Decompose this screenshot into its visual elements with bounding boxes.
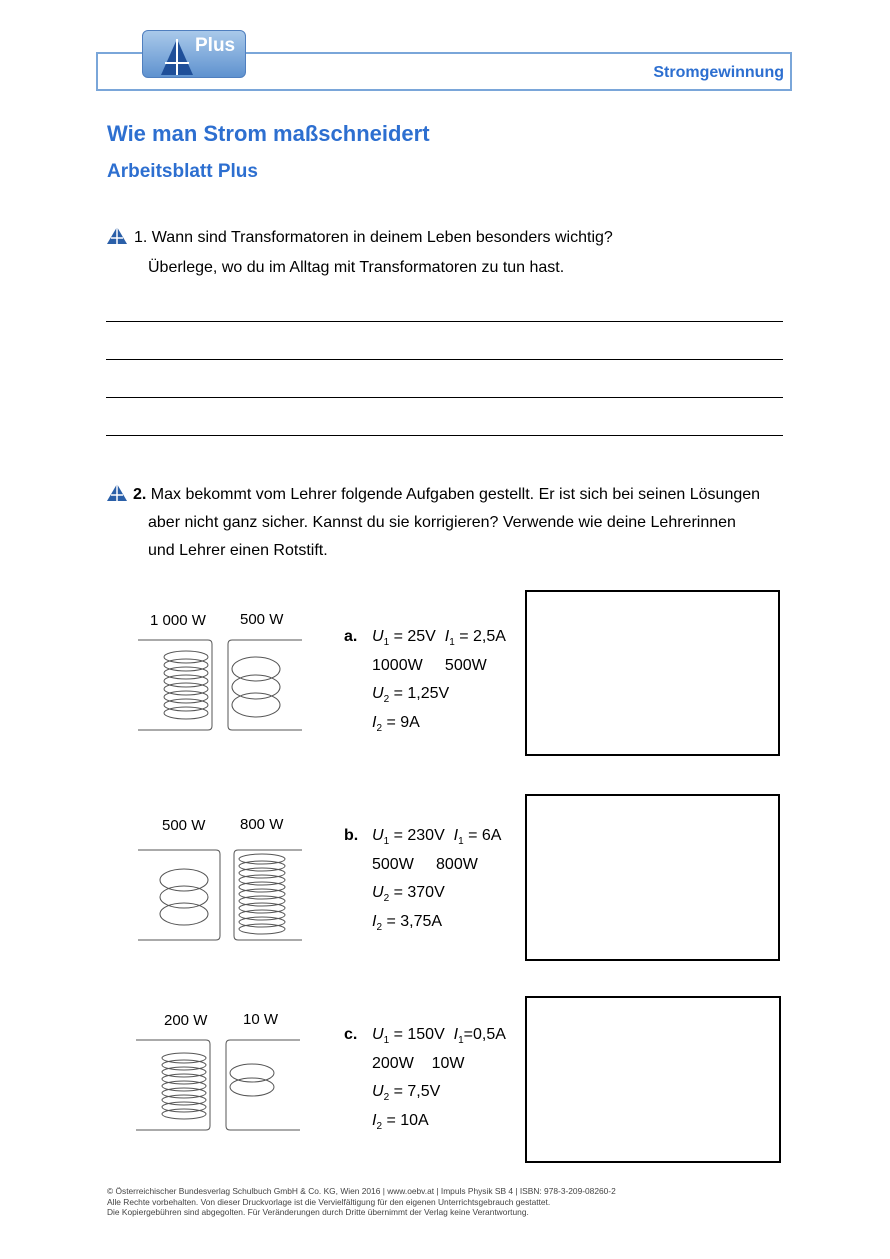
primary-power-label: 500 W — [162, 817, 206, 834]
logo-text: Plus — [195, 35, 236, 56]
i-symbol: I — [444, 628, 450, 645]
i2-value: = 10A — [386, 1111, 429, 1129]
page-subtitle: Arbeitsblatt Plus — [107, 161, 258, 182]
answer-box-b[interactable] — [525, 794, 780, 961]
answer-box-c[interactable] — [525, 996, 781, 1163]
footer — [107, 1186, 616, 1218]
task-letter: c. — [344, 1026, 358, 1043]
task-b — [344, 822, 524, 942]
u-symbol: U — [372, 827, 384, 844]
powers-value: 200W 10W — [372, 1054, 465, 1072]
subscript: 2 — [383, 1092, 390, 1104]
task-letter: a. — [344, 628, 358, 645]
answer-line[interactable] — [106, 359, 783, 360]
subscript: 2 — [383, 893, 390, 905]
footer-line: Die Kopiergebühren sind abgegolten. Für Veränderungen durch Dritte übernimmt der Verlag keine Verantwortung. — [107, 1207, 529, 1217]
question1-line1: 1. Wann sind Transformatoren in deinem Leben besonders wichtig? — [134, 229, 613, 246]
i1-value: = 2,5A — [459, 628, 506, 645]
secondary-power-label: 500 W — [240, 611, 284, 628]
i1-value: =0,5A — [463, 1026, 506, 1043]
u1-value: = 25V — [393, 628, 436, 645]
i2-value: = 9A — [386, 713, 420, 731]
primary-power-label: 1 000 W — [150, 612, 206, 629]
i1-value: = 6A — [468, 827, 502, 844]
answer-box-a[interactable] — [525, 590, 780, 756]
u2-value: = 370V — [393, 884, 445, 901]
question2-line1-text: Max bekommt vom Lehrer folgende Aufgaben gestellt. Er ist sich bei seinen Lösungen — [146, 486, 761, 503]
section-label: Stromgewinnung — [653, 64, 784, 81]
subscript: 2 — [383, 694, 390, 706]
footer-line: Alle Rechte vorbehalten. Von dieser Druckvorlage ist die Vervielfältigung für den eigenen Unterrichtsgebrauch gestattet. — [107, 1196, 551, 1207]
u1-value: = 230V — [393, 827, 445, 844]
i-symbol: I — [372, 713, 377, 731]
question2-number: 2. — [133, 486, 147, 503]
u-symbol: U — [372, 685, 384, 702]
i2-value: = 3,75A — [386, 912, 443, 930]
primary-power-label: 200 W — [164, 1012, 208, 1029]
subscript: 1 — [458, 836, 464, 848]
u1-value: = 150V — [393, 1026, 445, 1043]
subscript: 1 — [383, 637, 390, 649]
task-a — [344, 623, 524, 743]
secondary-power-label: 10 W — [243, 1011, 279, 1028]
question1-line2: Überlege, wo du im Alltag mit Transformatoren zu tun hast. — [148, 259, 565, 276]
powers-value: 500W 800W — [372, 855, 478, 873]
subscript: 2 — [376, 1120, 383, 1132]
u-symbol: U — [372, 628, 384, 645]
question2-line1 — [133, 481, 760, 509]
i-symbol: I — [372, 912, 377, 930]
subscript: 1 — [383, 836, 390, 848]
u2-value: = 7,5V — [393, 1083, 441, 1100]
subscript: 2 — [376, 722, 383, 734]
subscript: 1 — [449, 637, 455, 649]
answer-line[interactable] — [106, 321, 783, 322]
u-symbol: U — [372, 1026, 384, 1043]
triangle-marker-icon — [107, 227, 127, 245]
u-symbol: U — [372, 1083, 384, 1100]
i-symbol: I — [453, 827, 459, 844]
footer-line: © Österreichischer Bundesverlag Schulbuch GmbH & Co. KG, Wien 2016 | www.oebv.at | Impuls Physik SB 4 | ISBN: 978-3-209-08260-2 — [107, 1186, 616, 1196]
secondary-power-label: 800 W — [240, 816, 284, 833]
powers-value: 1000W 500W — [372, 656, 487, 674]
i-symbol: I — [453, 1026, 459, 1043]
subscript: 1 — [458, 1035, 464, 1047]
subscript: 2 — [376, 921, 383, 933]
question2-line2: aber nicht ganz sicher. Kannst du sie korrigieren? Verwende wie deine Lehrerinnen — [148, 514, 736, 531]
transformer-diagram — [136, 1034, 300, 1136]
task-c — [344, 1021, 524, 1141]
subscript: 1 — [383, 1035, 390, 1047]
page-title: Wie man Strom maßschneidert — [107, 121, 430, 146]
transformer-diagram — [138, 846, 302, 944]
task-letter: b. — [344, 827, 359, 844]
u2-value: = 1,25V — [393, 685, 450, 702]
answer-line[interactable] — [106, 435, 783, 436]
triangle-marker-icon — [107, 484, 127, 502]
publisher-logo — [142, 30, 246, 78]
i-symbol: I — [372, 1111, 377, 1129]
transformer-diagram — [138, 636, 302, 734]
question2-line3: und Lehrer einen Rotstift. — [148, 542, 328, 559]
answer-line[interactable] — [106, 397, 783, 398]
u-symbol: U — [372, 884, 384, 901]
